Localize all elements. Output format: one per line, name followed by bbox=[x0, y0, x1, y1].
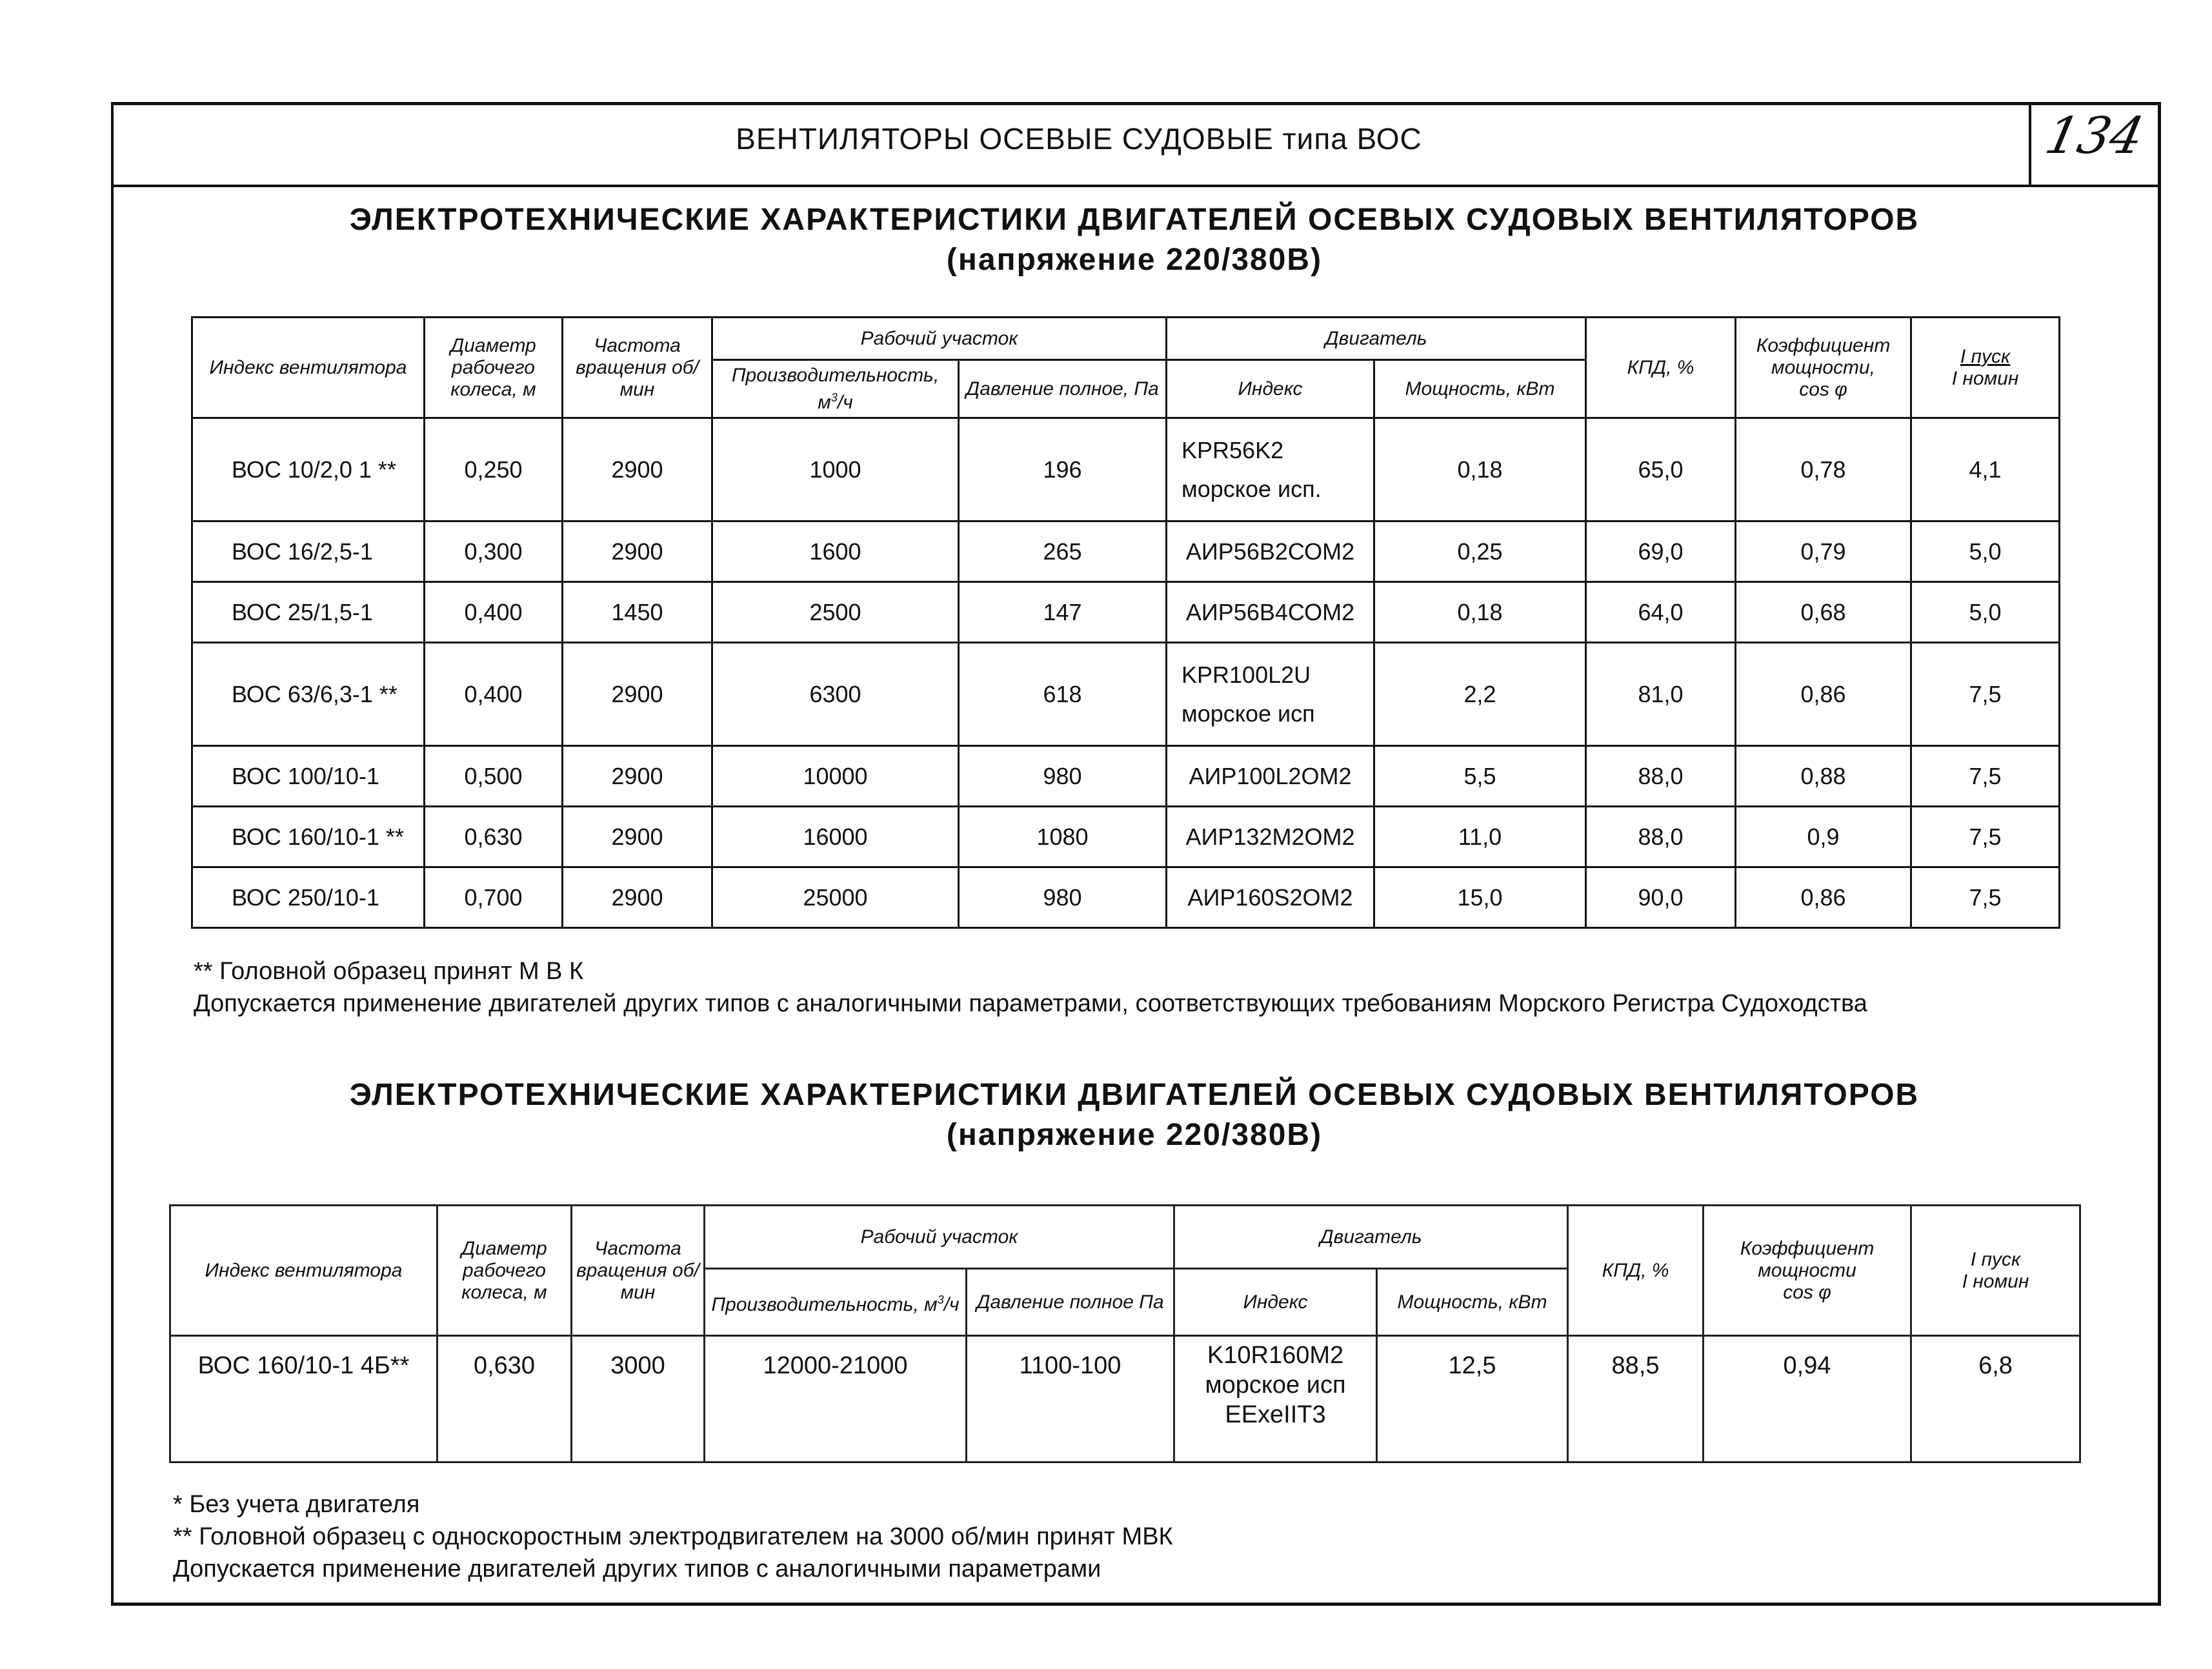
t2-cell-motor bbox=[1174, 1336, 1377, 1462]
t2-header-work-zone: Рабочий участок bbox=[705, 1206, 1174, 1269]
t1-cell-speed: 2900 bbox=[563, 643, 712, 746]
t1-cell-pressure: 196 bbox=[959, 418, 1167, 521]
t1-cell-capacity: 2500 bbox=[712, 582, 959, 643]
page-number-box bbox=[2029, 102, 2158, 185]
t1-cell-speed: 2900 bbox=[563, 521, 712, 582]
t1-header-start-den: I номин bbox=[1951, 367, 2019, 389]
section2-note-1: * Без учета двигателя bbox=[173, 1491, 420, 1518]
section1-note-1: ** Головной образец принят М В К bbox=[194, 958, 584, 985]
section1-note-2: Допускается применение двигателей других типов с аналогичными параметрами, соответствующих требованиям Морского Регистра Судоходства bbox=[194, 990, 1867, 1017]
t2-cell-efficiency: 88,5 bbox=[1568, 1336, 1704, 1462]
t1-cell-power: 0,18 bbox=[1374, 418, 1586, 521]
t1-header-index: Индекс вентилятора bbox=[192, 318, 425, 418]
t1-cell-start: 5,0 bbox=[1911, 521, 2060, 582]
t1-header-capacity: Производительность, $м^3/ч$ bbox=[712, 360, 959, 418]
t2-header-index: Индекс вентилятора bbox=[170, 1206, 437, 1336]
t1-cell-motor-line1: KPR100L2U bbox=[1181, 661, 1311, 688]
t1-cell-motor bbox=[1167, 746, 1374, 807]
t1-cell-start: 7,5 bbox=[1911, 867, 2060, 928]
t1-cell-diameter: 0,500 bbox=[425, 746, 563, 807]
t1-cell-efficiency: 65,0 bbox=[1586, 418, 1736, 521]
t1-cell-motor-line1: АИР100L2ОМ2 bbox=[1189, 762, 1352, 789]
t1-cell-pf: 0,86 bbox=[1736, 867, 1911, 928]
t1-cell-pressure: 265 bbox=[959, 521, 1167, 582]
t1-header-start-num: I пуск bbox=[1960, 345, 2011, 367]
t1-cell-start: 4,1 bbox=[1911, 418, 2060, 521]
t1-header-power-factor-line2: cos φ bbox=[1799, 378, 1847, 400]
t1-cell-diameter: 0,300 bbox=[425, 521, 563, 582]
t1-cell-motor bbox=[1167, 867, 1374, 928]
t1-cell-index: ВОС 16/2,5-1 bbox=[192, 521, 425, 582]
t2-cell-start: 6,8 bbox=[1911, 1336, 2080, 1462]
t1-cell-motor-line1: АИР56В4СОМ2 bbox=[1185, 598, 1355, 625]
t2-header-capacity: Производительность, $м^3/ч$ bbox=[705, 1269, 967, 1336]
t1-cell-pressure: 980 bbox=[959, 867, 1167, 928]
t1-header-speed: Частота вращения об/мин bbox=[563, 318, 712, 418]
t1-cell-pressure: 1080 bbox=[959, 807, 1167, 867]
t1-cell-motor bbox=[1167, 418, 1374, 521]
t1-cell-power: 0,25 bbox=[1374, 521, 1586, 582]
t1-cell-speed: 1450 bbox=[563, 582, 712, 643]
t1-cell-efficiency: 88,0 bbox=[1586, 807, 1736, 867]
t1-cell-power: 0,18 bbox=[1374, 582, 1586, 643]
t2-header-power: Мощность, кВт bbox=[1377, 1269, 1568, 1336]
t1-cell-motor-line1: KPR56K2 bbox=[1181, 436, 1284, 463]
t1-cell-motor-line1: АИР56В2СОМ2 bbox=[1185, 538, 1355, 565]
t1-header-diameter: Диаметр рабочего колеса, м bbox=[425, 318, 563, 418]
t1-cell-index: ВОС 100/10-1 bbox=[192, 746, 425, 807]
t1-cell-diameter: 0,400 bbox=[425, 643, 563, 746]
t1-header-power-factor bbox=[1736, 318, 1911, 418]
t1-cell-power: 11,0 bbox=[1374, 807, 1586, 867]
t1-cell-pf: 0,79 bbox=[1736, 521, 1911, 582]
t1-cell-pressure: 147 bbox=[959, 582, 1167, 643]
table-row bbox=[192, 867, 2060, 928]
t2-header-start-ratio bbox=[1911, 1206, 2080, 1336]
t2-header-power-factor-line1: Коэффициент мощности bbox=[1740, 1237, 1875, 1281]
t1-header-power: Мощность, кВт bbox=[1374, 360, 1586, 418]
t2-header-diameter: Диаметр рабочего колеса, м bbox=[437, 1206, 572, 1336]
t1-cell-capacity: 1600 bbox=[712, 521, 959, 582]
t1-cell-speed: 2900 bbox=[563, 746, 712, 807]
section2-title-line1: ЭЛЕКТРОТЕХНИЧЕСКИЕ ХАРАКТЕРИСТИКИ ДВИГАТЕЛЕЙ ОСЕВЫХ СУДОВЫХ ВЕНТИЛЯТОРОВ bbox=[349, 1078, 1920, 1112]
t2-header-start-den: I номин bbox=[1962, 1270, 2029, 1292]
section2-title-line2: (напряжение 220/380В) bbox=[946, 1118, 1323, 1152]
t1-cell-start: 5,0 bbox=[1911, 582, 2060, 643]
t1-cell-diameter: 0,400 bbox=[425, 582, 563, 643]
t1-cell-start: 7,5 bbox=[1911, 746, 2060, 807]
t1-cell-capacity: 16000 bbox=[712, 807, 959, 867]
t1-header-motor: Двигатель bbox=[1167, 318, 1586, 360]
t1-cell-speed: 2900 bbox=[563, 418, 712, 521]
t2-cell-motor-line3: EExeIIT3 bbox=[1225, 1401, 1326, 1428]
table2 bbox=[169, 1204, 2081, 1463]
t1-cell-efficiency: 64,0 bbox=[1586, 582, 1736, 643]
t1-cell-power: 2,2 bbox=[1374, 643, 1586, 746]
t1-header-work-zone: Рабочий участок bbox=[712, 318, 1167, 360]
t1-cell-power: 15,0 bbox=[1374, 867, 1586, 928]
t2-cell-motor-line2: морское исп bbox=[1205, 1371, 1346, 1399]
t2-header-pressure: Давление полное Па bbox=[967, 1269, 1174, 1336]
section1-title bbox=[111, 200, 2158, 280]
t1-cell-index: ВОС 250/10-1 bbox=[192, 867, 425, 928]
section1-title-line2: (напряжение 220/380В) bbox=[946, 243, 1323, 277]
t1-cell-motor bbox=[1167, 582, 1374, 643]
t1-cell-capacity: 25000 bbox=[712, 867, 959, 928]
t2-cell-index: ВОС 160/10-1 4Б** bbox=[170, 1336, 437, 1462]
t2-cell-diameter: 0,630 bbox=[437, 1336, 572, 1462]
t2-cell-power: 12,5 bbox=[1377, 1336, 1568, 1462]
t1-cell-motor-line1: АИР132М2ОМ2 bbox=[1185, 823, 1355, 850]
t1-cell-pf: 0,78 bbox=[1736, 418, 1911, 521]
section1-title-line1: ЭЛЕКТРОТЕХНИЧЕСКИЕ ХАРАКТЕРИСТИКИ ДВИГАТЕЛЕЙ ОСЕВЫХ СУДОВЫХ ВЕНТИЛЯТОРОВ bbox=[349, 203, 1920, 237]
table-row bbox=[192, 746, 2060, 807]
t2-header-motor-index: Индекс bbox=[1174, 1269, 1377, 1336]
t1-cell-pressure: 618 bbox=[959, 643, 1167, 746]
t1-cell-pf: 0,86 bbox=[1736, 643, 1911, 746]
t2-cell-motor-line1: K10R160M2 bbox=[1207, 1342, 1344, 1369]
t1-cell-diameter: 0,250 bbox=[425, 418, 563, 521]
t1-cell-efficiency: 88,0 bbox=[1586, 746, 1736, 807]
table-row bbox=[192, 643, 2060, 746]
t1-cell-index: ВОС 160/10-1 ** bbox=[192, 807, 425, 867]
t2-cell-capacity: 12000-21000 bbox=[705, 1336, 967, 1462]
t1-cell-motor bbox=[1167, 807, 1374, 867]
table-row bbox=[192, 807, 2060, 867]
section2-note-3: Допускается применение двигателей других типов с аналогичными параметрами bbox=[173, 1555, 1101, 1583]
table1 bbox=[191, 316, 2060, 929]
t1-cell-motor-line2: морское исп. bbox=[1181, 475, 1322, 502]
t1-cell-speed: 2900 bbox=[563, 867, 712, 928]
t1-cell-efficiency: 81,0 bbox=[1586, 643, 1736, 746]
section2-note-2: ** Головной образец с односкоростным электродвигателем на 3000 об/мин принят МВК bbox=[173, 1523, 1173, 1550]
t1-cell-start: 7,5 bbox=[1911, 643, 2060, 746]
t1-cell-index: ВОС 63/6,3-1 ** bbox=[192, 643, 425, 746]
t1-cell-pf: 0,88 bbox=[1736, 746, 1911, 807]
t1-header-efficiency: КПД, % bbox=[1586, 318, 1736, 418]
t1-cell-motor bbox=[1167, 643, 1374, 746]
table-row bbox=[192, 418, 2060, 521]
t2-cell-speed: 3000 bbox=[572, 1336, 705, 1462]
t1-cell-pf: 0,68 bbox=[1736, 582, 1911, 643]
section2-title bbox=[111, 1075, 2158, 1155]
t1-cell-pressure: 980 bbox=[959, 746, 1167, 807]
t2-header-motor: Двигатель bbox=[1174, 1206, 1568, 1269]
t1-cell-index: ВОС 10/2,0 1 ** bbox=[192, 418, 425, 521]
t2-cell-pressure: 1100-100 bbox=[967, 1336, 1174, 1462]
t1-cell-motor-line2: морское исп bbox=[1181, 700, 1315, 727]
table-row bbox=[192, 521, 2060, 582]
t1-cell-motor bbox=[1167, 521, 1374, 582]
table-row bbox=[170, 1336, 2080, 1462]
t1-header-motor-index: Индекс bbox=[1167, 360, 1374, 418]
header-bar bbox=[111, 102, 2158, 187]
t1-cell-diameter: 0,630 bbox=[425, 807, 563, 867]
t2-header-efficiency: КПД, % bbox=[1568, 1206, 1704, 1336]
t1-cell-capacity: 1000 bbox=[712, 418, 959, 521]
t1-cell-capacity: 6300 bbox=[712, 643, 959, 746]
page-number: 134 bbox=[2040, 107, 2149, 165]
t1-cell-pf: 0,9 bbox=[1736, 807, 1911, 867]
t2-header-speed: Частота вращения об/мин bbox=[572, 1206, 705, 1336]
page-title: ВЕНТИЛЯТОРЫ ОСЕВЫЕ СУДОВЫЕ типа ВОС bbox=[736, 122, 1422, 156]
t2-header-power-factor bbox=[1704, 1206, 1911, 1336]
table-row bbox=[192, 582, 2060, 643]
t1-cell-capacity: 10000 bbox=[712, 746, 959, 807]
t1-cell-efficiency: 69,0 bbox=[1586, 521, 1736, 582]
t2-header-start-num: I пуск bbox=[1970, 1248, 2021, 1270]
t2-cell-pf: 0,94 bbox=[1704, 1336, 1911, 1462]
t2-header-power-factor-line2: cos φ bbox=[1783, 1281, 1831, 1303]
t1-cell-index: ВОС 25/1,5-1 bbox=[192, 582, 425, 643]
t1-cell-speed: 2900 bbox=[563, 807, 712, 867]
t1-header-start-ratio bbox=[1911, 318, 2060, 418]
t1-cell-start: 7,5 bbox=[1911, 807, 2060, 867]
t1-cell-efficiency: 90,0 bbox=[1586, 867, 1736, 928]
t1-cell-motor-line1: АИР160S2ОМ2 bbox=[1187, 884, 1353, 911]
t1-header-power-factor-line1: Коэффициент мощности, bbox=[1756, 334, 1891, 378]
t1-cell-power: 5,5 bbox=[1374, 746, 1586, 807]
t1-cell-diameter: 0,700 bbox=[425, 867, 563, 928]
t1-header-pressure: Давление полное, Па bbox=[959, 360, 1167, 418]
